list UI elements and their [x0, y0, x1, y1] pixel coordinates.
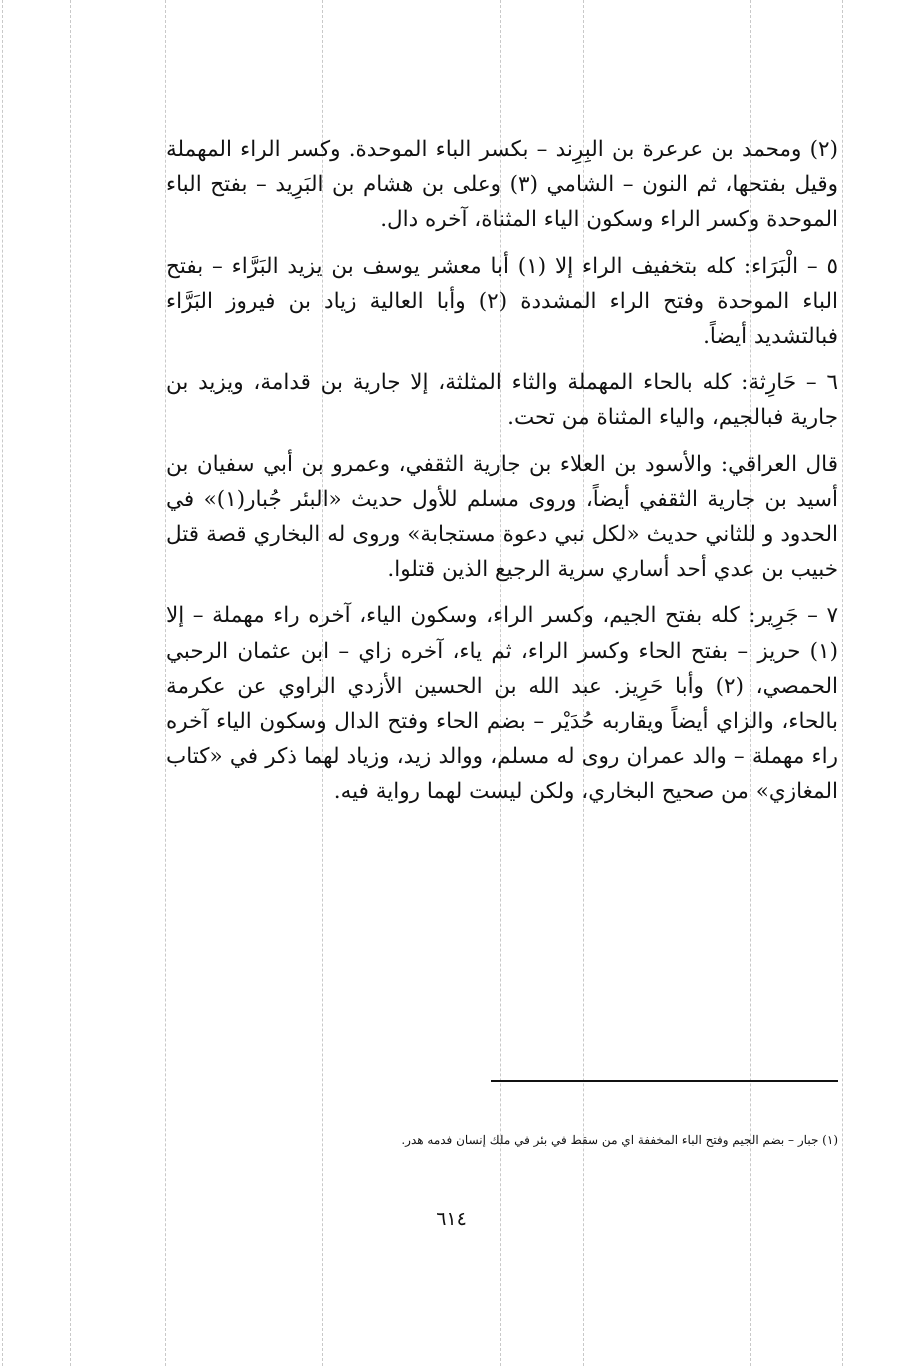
fold-guide-line [70, 0, 71, 1366]
paragraph-entry-5: ٥ – الْبَرَاء: كله بتخفيف الراء إلا (١) أبا معشر يوسف بن يزيد البَرَّاء – بفتح الباء الموحدة وفتح الراء المشددة (٢) وأبا العالية زياد بن فيروز البَرَّاء فبالتشديد أيضاً. [166, 253, 839, 350]
paragraph-entry-7: ٧ – جَرِير: كله بفتح الجيم، وكسر الراء، وسكون الياء، آخره راء مهملة – إلا (١) حريز – بفتح الحاء وكسر الراء، ثم ياء، آخره زاي – ابن عثمان الرحبي الحمصي، (٢) وأبا حَرِيز. عبد الله بن الحسين الأزدي الراوي عن عكرمة بالحاء، والزاي أيضاً ويقاربه حُدَيْر – بضم الحاء وفتح الدال وسكون الياء آخره راء مهملة – والد عمران روى له مسلم، ووالد زيد، وزياد لهما ذكر في «كتاب المغازي» من صحيح البخاري، ولكن ليست لهما رواية فيه. [166, 603, 838, 805]
page-body [166, 132, 838, 810]
fold-guide-line [842, 0, 843, 1366]
footnote-separator [491, 1080, 838, 1082]
fold-guide-line [2, 0, 3, 1366]
paragraph-continuation: (٢) ومحمد بن عرعرة بن البِرِند – بكسر الباء الموحدة. وكسر الراء المهملة وقيل بفتحها، ثم النون – الشامي (٣) وعلى بن هشام بن البَرِيد – بفتح الباء الموحدة وكسر الراء وسكون الياء المثناة، آخره دال. [166, 137, 839, 233]
footnote: (١) جبار – بضم الجيم وفتح الباء المخففة اي من سقط في بئر في ملك إنسان فدمه هدر. [401, 1133, 838, 1147]
paragraph-entry-6: ٦ – حَارِثة: كله بالحاء المهملة والثاء المثلثة، إلا جارية بن قدامة، ويزيد بن جارية فبالجيم، والياء المثناة من تحت. [166, 370, 838, 431]
page-number: ٦١٤ [436, 1208, 467, 1230]
paragraph-iraqi-note: قال العراقي: والأسود بن العلاء بن جارية الثقفي، وعمرو بن أبي سفيان بن أسيد بن جارية الثقفي أيضاً، وروى مسلم للأول حديث «البئر جُبار(١)» في الحدود و للثاني حديث «لكل نبي دعوة مستجابة» وروى له البخاري قصة قتل خبيب بن عدي أحد أساري سرية الرجيع الذين قتلوا. [166, 451, 839, 583]
